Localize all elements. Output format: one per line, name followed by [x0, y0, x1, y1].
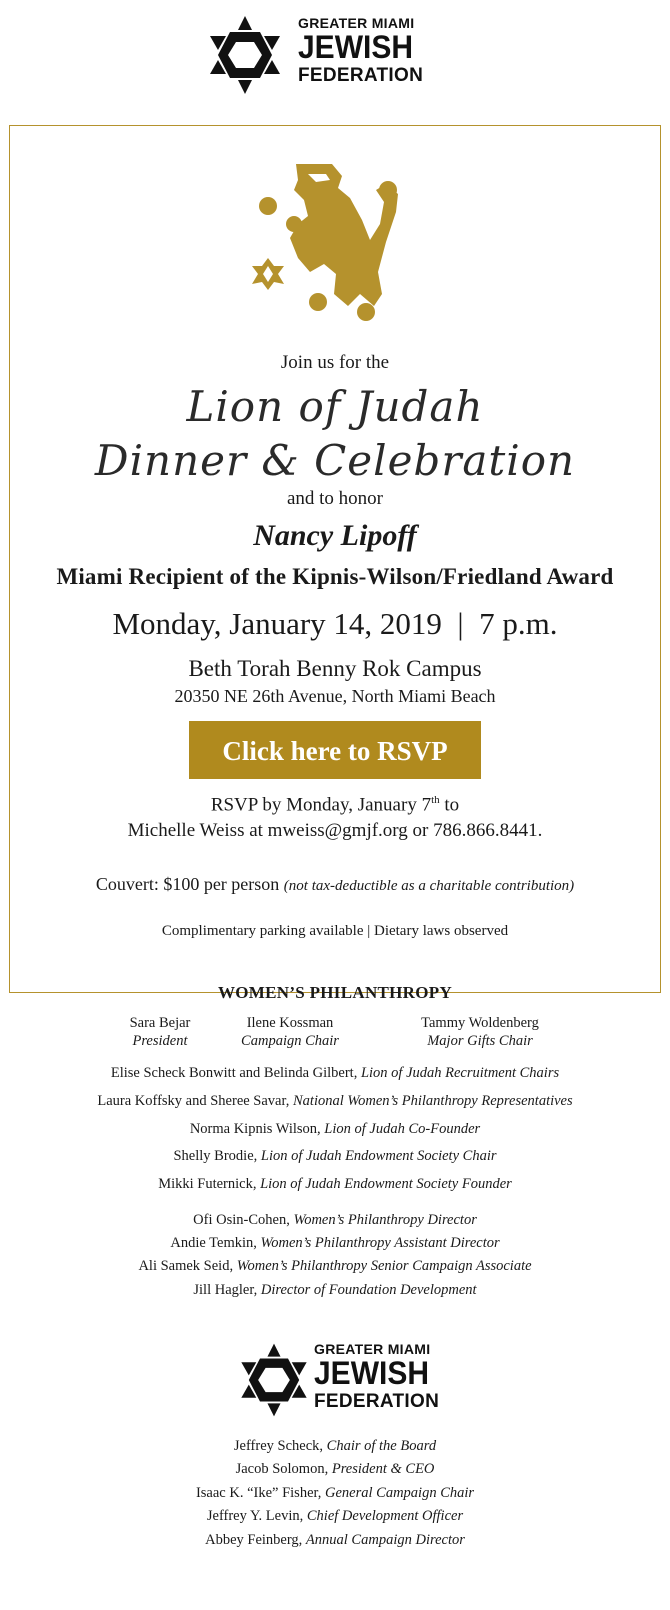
person-name: Jeffrey Scheck,: [233, 1438, 327, 1454]
event-date-time: Monday, January 14, 2019 | 7 p.m.: [112, 606, 558, 641]
person-role: Women’s Philanthropy Assistant Director: [260, 1235, 500, 1251]
leadership-item: [0, 1532, 670, 1549]
federation-logo-footer: [0, 1338, 670, 1438]
person-name: Shelly Brodie,: [173, 1148, 261, 1164]
officer-major-gifts-chair: [390, 1014, 570, 1050]
rsvp-by-text: RSVP by Monday, January 7: [210, 794, 432, 816]
parking-dietary-info: Complimentary parking available | Dietary laws observed: [161, 923, 509, 939]
star-of-david-emblem-icon: [232, 1338, 316, 1422]
womens-philanthropy-title: WOMEN’S PHILANTHROPY: [217, 983, 453, 1002]
officer-name: Ilene Kossman: [246, 1015, 334, 1031]
federation-logo: [0, 10, 670, 110]
list-item: [0, 1176, 670, 1193]
event-title-line1: Lion of Judah: [186, 382, 484, 431]
officer-campaign-chair: [215, 1014, 365, 1050]
venue-name: Beth Torah Benny Rok Campus: [188, 656, 482, 681]
honoree-name: Nancy Lipoff: [253, 519, 417, 552]
person-name: Laura Koffsky and Sheree Savar,: [97, 1093, 293, 1109]
logo-line-jewish: JEWISH: [298, 29, 414, 66]
rsvp-deadline: [10, 794, 660, 816]
person-name: Jill Hagler,: [193, 1282, 261, 1298]
person-name: Andie Temkin,: [170, 1235, 261, 1251]
person-role: Chief Development Officer: [306, 1508, 464, 1524]
person-name: Jacob Solomon,: [235, 1461, 332, 1477]
invitation-card: [9, 125, 661, 993]
list-item: [0, 1093, 670, 1110]
event-title-line2: Dinner & Celebration: [94, 436, 576, 485]
lion-of-judah-icon: [238, 154, 418, 334]
person-role: General Campaign Chair: [325, 1485, 475, 1501]
staff-item: [0, 1282, 670, 1299]
honor-intro: and to honor: [286, 488, 384, 509]
officer-role: President: [132, 1033, 188, 1049]
person-name: Isaac K. “Ike” Fisher,: [195, 1485, 326, 1501]
person-role: National Women’s Philanthropy Representatives: [293, 1093, 573, 1109]
person-role: Women’s Philanthropy Director: [293, 1212, 477, 1228]
rsvp-button[interactable]: Click here to RSVP: [189, 721, 481, 779]
logo-line-jewish: JEWISH: [314, 1355, 430, 1392]
couvert-info: [10, 874, 660, 895]
logo-line-federation: FEDERATION: [298, 65, 424, 86]
officer-name: Tammy Woldenberg: [421, 1015, 539, 1031]
rsvp-to-text: to: [439, 794, 460, 816]
rsvp-contact: Michelle Weiss at mweiss@gmjf.org or 786.866.8441.: [127, 820, 543, 841]
list-item: [0, 1121, 670, 1138]
person-role: Women’s Philanthropy Senior Campaign Associate: [236, 1258, 532, 1274]
person-name: Mikki Futernick,: [158, 1176, 261, 1192]
leadership-item: [0, 1508, 670, 1525]
person-role: Chair of the Board: [326, 1438, 437, 1454]
list-item: [0, 1148, 670, 1165]
couvert-note: (not tax-deductible as a charitable contribution): [283, 878, 575, 894]
staff-item: [0, 1258, 670, 1275]
staff-item: [0, 1212, 670, 1229]
person-role: President & CEO: [331, 1461, 435, 1477]
logo-line-federation: FEDERATION: [314, 1391, 440, 1412]
person-role: Director of Foundation Development: [260, 1282, 477, 1298]
officer-president: [95, 1014, 225, 1050]
invite-intro: Join us for the: [280, 352, 390, 373]
officer-name: Sara Bejar: [129, 1015, 191, 1031]
staff-item: [0, 1235, 670, 1252]
logo-line-greater-miami: GREATER MIAMI: [298, 15, 415, 31]
person-name: Norma Kipnis Wilson,: [189, 1121, 325, 1137]
officer-role: Campaign Chair: [241, 1033, 339, 1049]
logo-line-greater-miami: GREATER MIAMI: [314, 1341, 431, 1357]
person-role: Lion of Judah Endowment Society Founder: [260, 1176, 512, 1192]
list-item: [0, 1065, 670, 1082]
person-name: Abbey Feinberg,: [205, 1532, 306, 1548]
person-role: Annual Campaign Director: [305, 1532, 465, 1548]
award-name: Miami Recipient of the Kipnis-Wilson/Friedland Award: [56, 564, 614, 589]
leadership-item: [0, 1461, 670, 1478]
venue-address: 20350 NE 26th Avenue, North Miami Beach: [174, 686, 496, 706]
leadership-item: [0, 1438, 670, 1455]
person-name: Elise Scheck Bonwitt and Belinda Gilbert,: [110, 1065, 361, 1081]
person-role: Lion of Judah Recruitment Chairs: [360, 1065, 560, 1081]
person-name: Jeffrey Y. Levin,: [206, 1508, 307, 1524]
person-name: Ali Samek Seid,: [138, 1258, 237, 1274]
person-role: Lion of Judah Endowment Society Chair: [260, 1148, 497, 1164]
officer-role: Major Gifts Chair: [427, 1033, 533, 1049]
rsvp-date-suffix: th: [431, 794, 440, 806]
person-role: Lion of Judah Co-Founder: [324, 1121, 481, 1137]
leadership-item: [0, 1485, 670, 1502]
couvert-price: Couvert: $100 per person: [95, 874, 280, 894]
star-of-david-emblem-icon: [200, 10, 290, 100]
person-name: Ofi Osin-Cohen,: [193, 1212, 294, 1228]
